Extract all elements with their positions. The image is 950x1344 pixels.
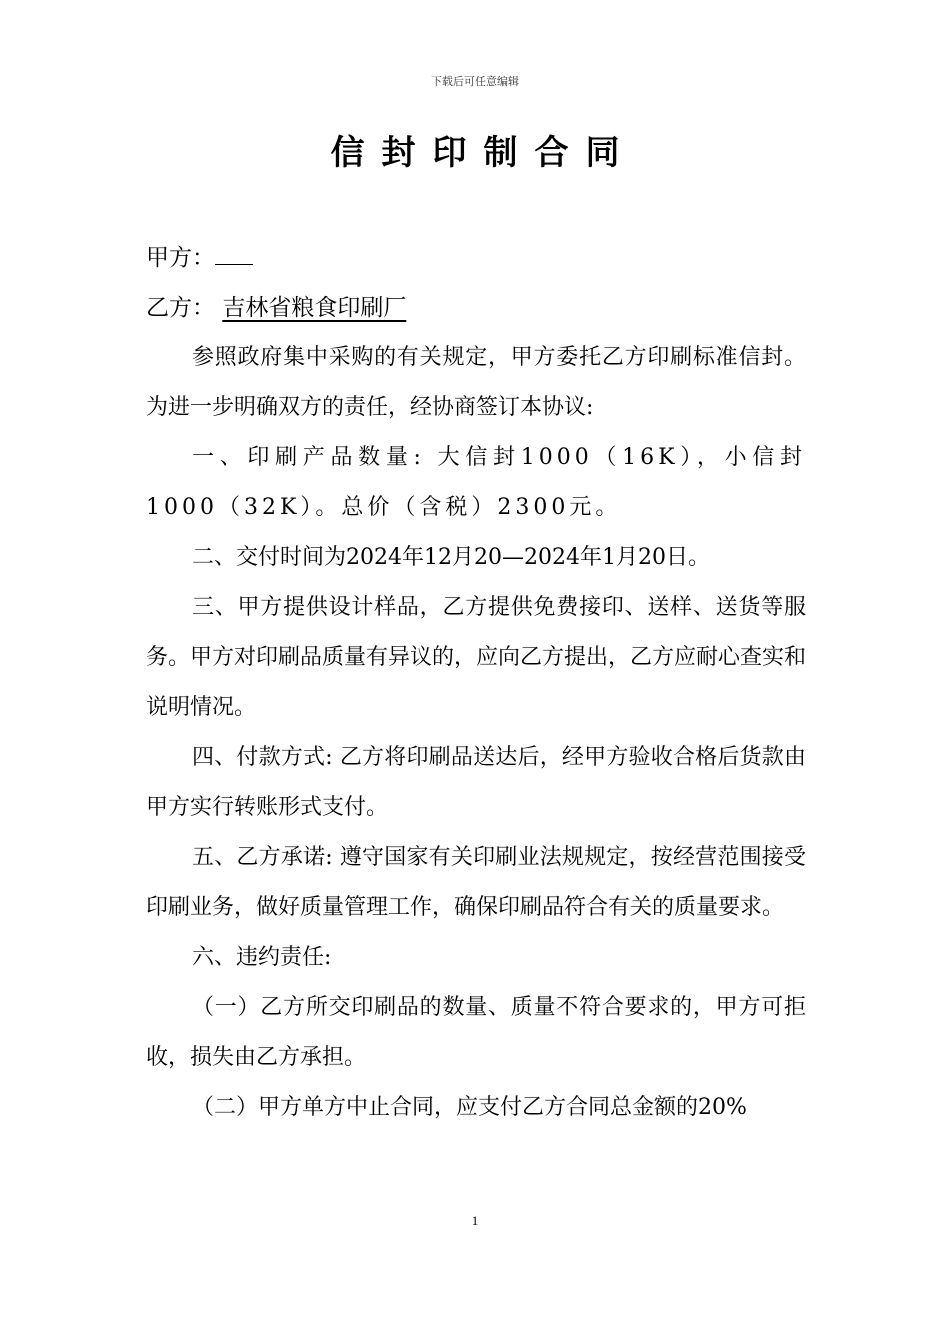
party-a-line xyxy=(146,233,806,283)
party-b-line xyxy=(146,283,806,333)
party-b-name: 吉林省粮食印刷厂 xyxy=(222,295,407,321)
clause-6-2: （二）甲方单方中止合同，应支付乙方合同总金额的20% xyxy=(192,1095,747,1120)
intro-paragraph: 参照政府集中采购的有关规定，甲方委托乙方印刷标准信封。为进一步明确双方的责任，经协商签订本协议: xyxy=(146,345,806,420)
page-number: 1 xyxy=(471,1213,479,1228)
clause-5: 五、乙方承诺: 遵守国家有关印刷业法规规定，按经营范围接受印刷业务，做好质量管理工作，确保印刷品符合有关的质量要求。 xyxy=(146,845,806,920)
clause-4: 四、付款方式: 乙方将印刷品送达后，经甲方验收合格后货款由甲方实行转账形式支付。 xyxy=(146,745,806,820)
header-note: 下载后可任意编辑 xyxy=(431,75,519,88)
clause-3: 三、甲方提供设计样品，乙方提供免费接印、送样、送货等服务。甲方对印刷品质量有异议的，应向乙方提出，乙方应耐心查实和说明情况。 xyxy=(146,595,807,720)
clause-6-1: （一）乙方所交印刷品的数量、质量不符合要求的，甲方可拒收，损失由乙方承担。 xyxy=(146,995,806,1070)
clause-1: 一、印刷产品数量: 大信封1000（16K），小信封1000（32K）。总价（含税）2300元。 xyxy=(146,445,806,520)
document-title: 信封印制合同 xyxy=(330,133,637,173)
party-a-blank xyxy=(215,248,253,265)
party-a-label: 甲方： xyxy=(146,245,215,271)
clause-2: 二、交付时间为2024年12月20—2024年1月20日。 xyxy=(192,545,710,570)
party-b-label: 乙方： xyxy=(146,295,215,321)
clause-6: 六、违约责任: xyxy=(192,945,332,970)
contract-body xyxy=(146,233,806,1133)
